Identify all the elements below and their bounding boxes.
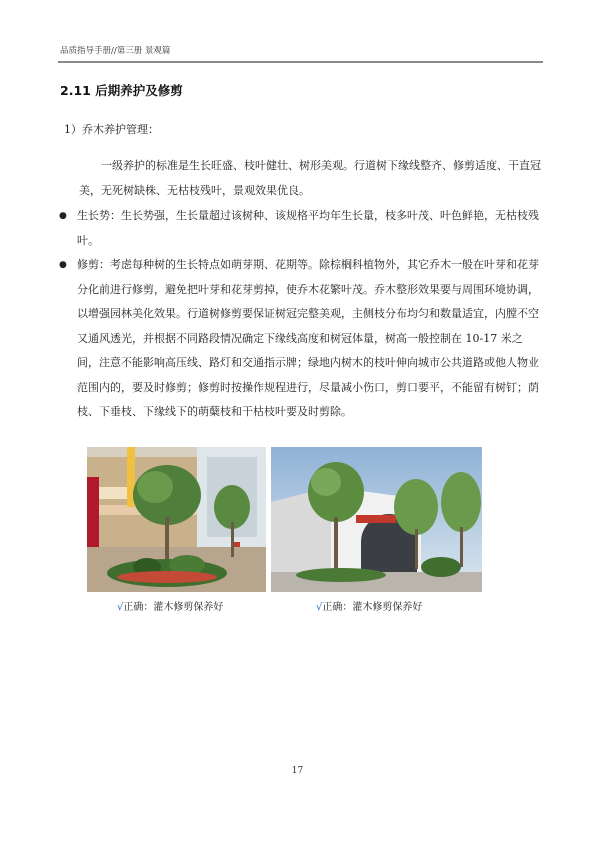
header-divider bbox=[58, 61, 543, 63]
check-icon: √ bbox=[117, 602, 124, 613]
bullet-icon: ● bbox=[59, 260, 67, 270]
bullet-pruning: 修剪：考虑每种树的生长特点如萌芽期、花期等。除棕榈科植物外，其它乔木一般在叶芽和花芽分化前进行修剪，避免把叶芽和花芽剪掉，使乔木花繁叶茂。乔木整形效果要与周围环境协调，以增强园林美化效果。行道树修剪要保证树冠完整美观，主侧枝分布均匀和数量适宜，内膛不空又通风透光，并根据不同路段情况确定下缘线高度和树冠体量，树高一般控制在 10-17 米之间，注意不能影响高压线、路灯和交通指示牌；绿地内树木的枝叶伸向城市公共道路或他人物业范围内的，要及时修剪；修剪时按操作规程进行，尽量减小伤口，剪口要平，不能留有树钉；荫枝、下垂枝、下缘线下的萌蘖枝和干枯枝叶要及时剪除。 bbox=[77, 258, 539, 418]
figure-caption bbox=[316, 598, 422, 613]
intro-paragraph: 一级养护的标准是生长旺盛、枝叶健壮、树形美观。行道树下缘线整齐、修剪适度、干直冠美，无死树缺株、无枯枝残叶，景观效果优良。 bbox=[79, 159, 541, 197]
caption-text: 正确：灌木修剪保养好 bbox=[123, 602, 224, 613]
figure-caption bbox=[117, 598, 223, 613]
check-icon: √ bbox=[316, 602, 323, 613]
page-number: 17 bbox=[291, 766, 304, 776]
photo-street-tree bbox=[87, 447, 266, 592]
caption-text: 正确：灌木修剪保养好 bbox=[322, 602, 423, 613]
photo-plaza-tree bbox=[271, 447, 482, 592]
bullet-icon: ● bbox=[59, 211, 67, 221]
running-header: 品质指导手册//第三册 景观篇 bbox=[60, 46, 171, 56]
section-title: 2.11 后期养护及修剪 bbox=[60, 83, 183, 98]
street-tree-image bbox=[87, 447, 266, 592]
subsection-heading: 1）乔木养护管理： bbox=[64, 123, 159, 136]
bullet-growth: 生长势：生长势强，生长量超过该树种、该规格平均年生长量，枝多叶茂、叶色鲜艳，无枯枝残叶。 bbox=[77, 209, 539, 247]
plaza-tree-image bbox=[271, 447, 482, 592]
